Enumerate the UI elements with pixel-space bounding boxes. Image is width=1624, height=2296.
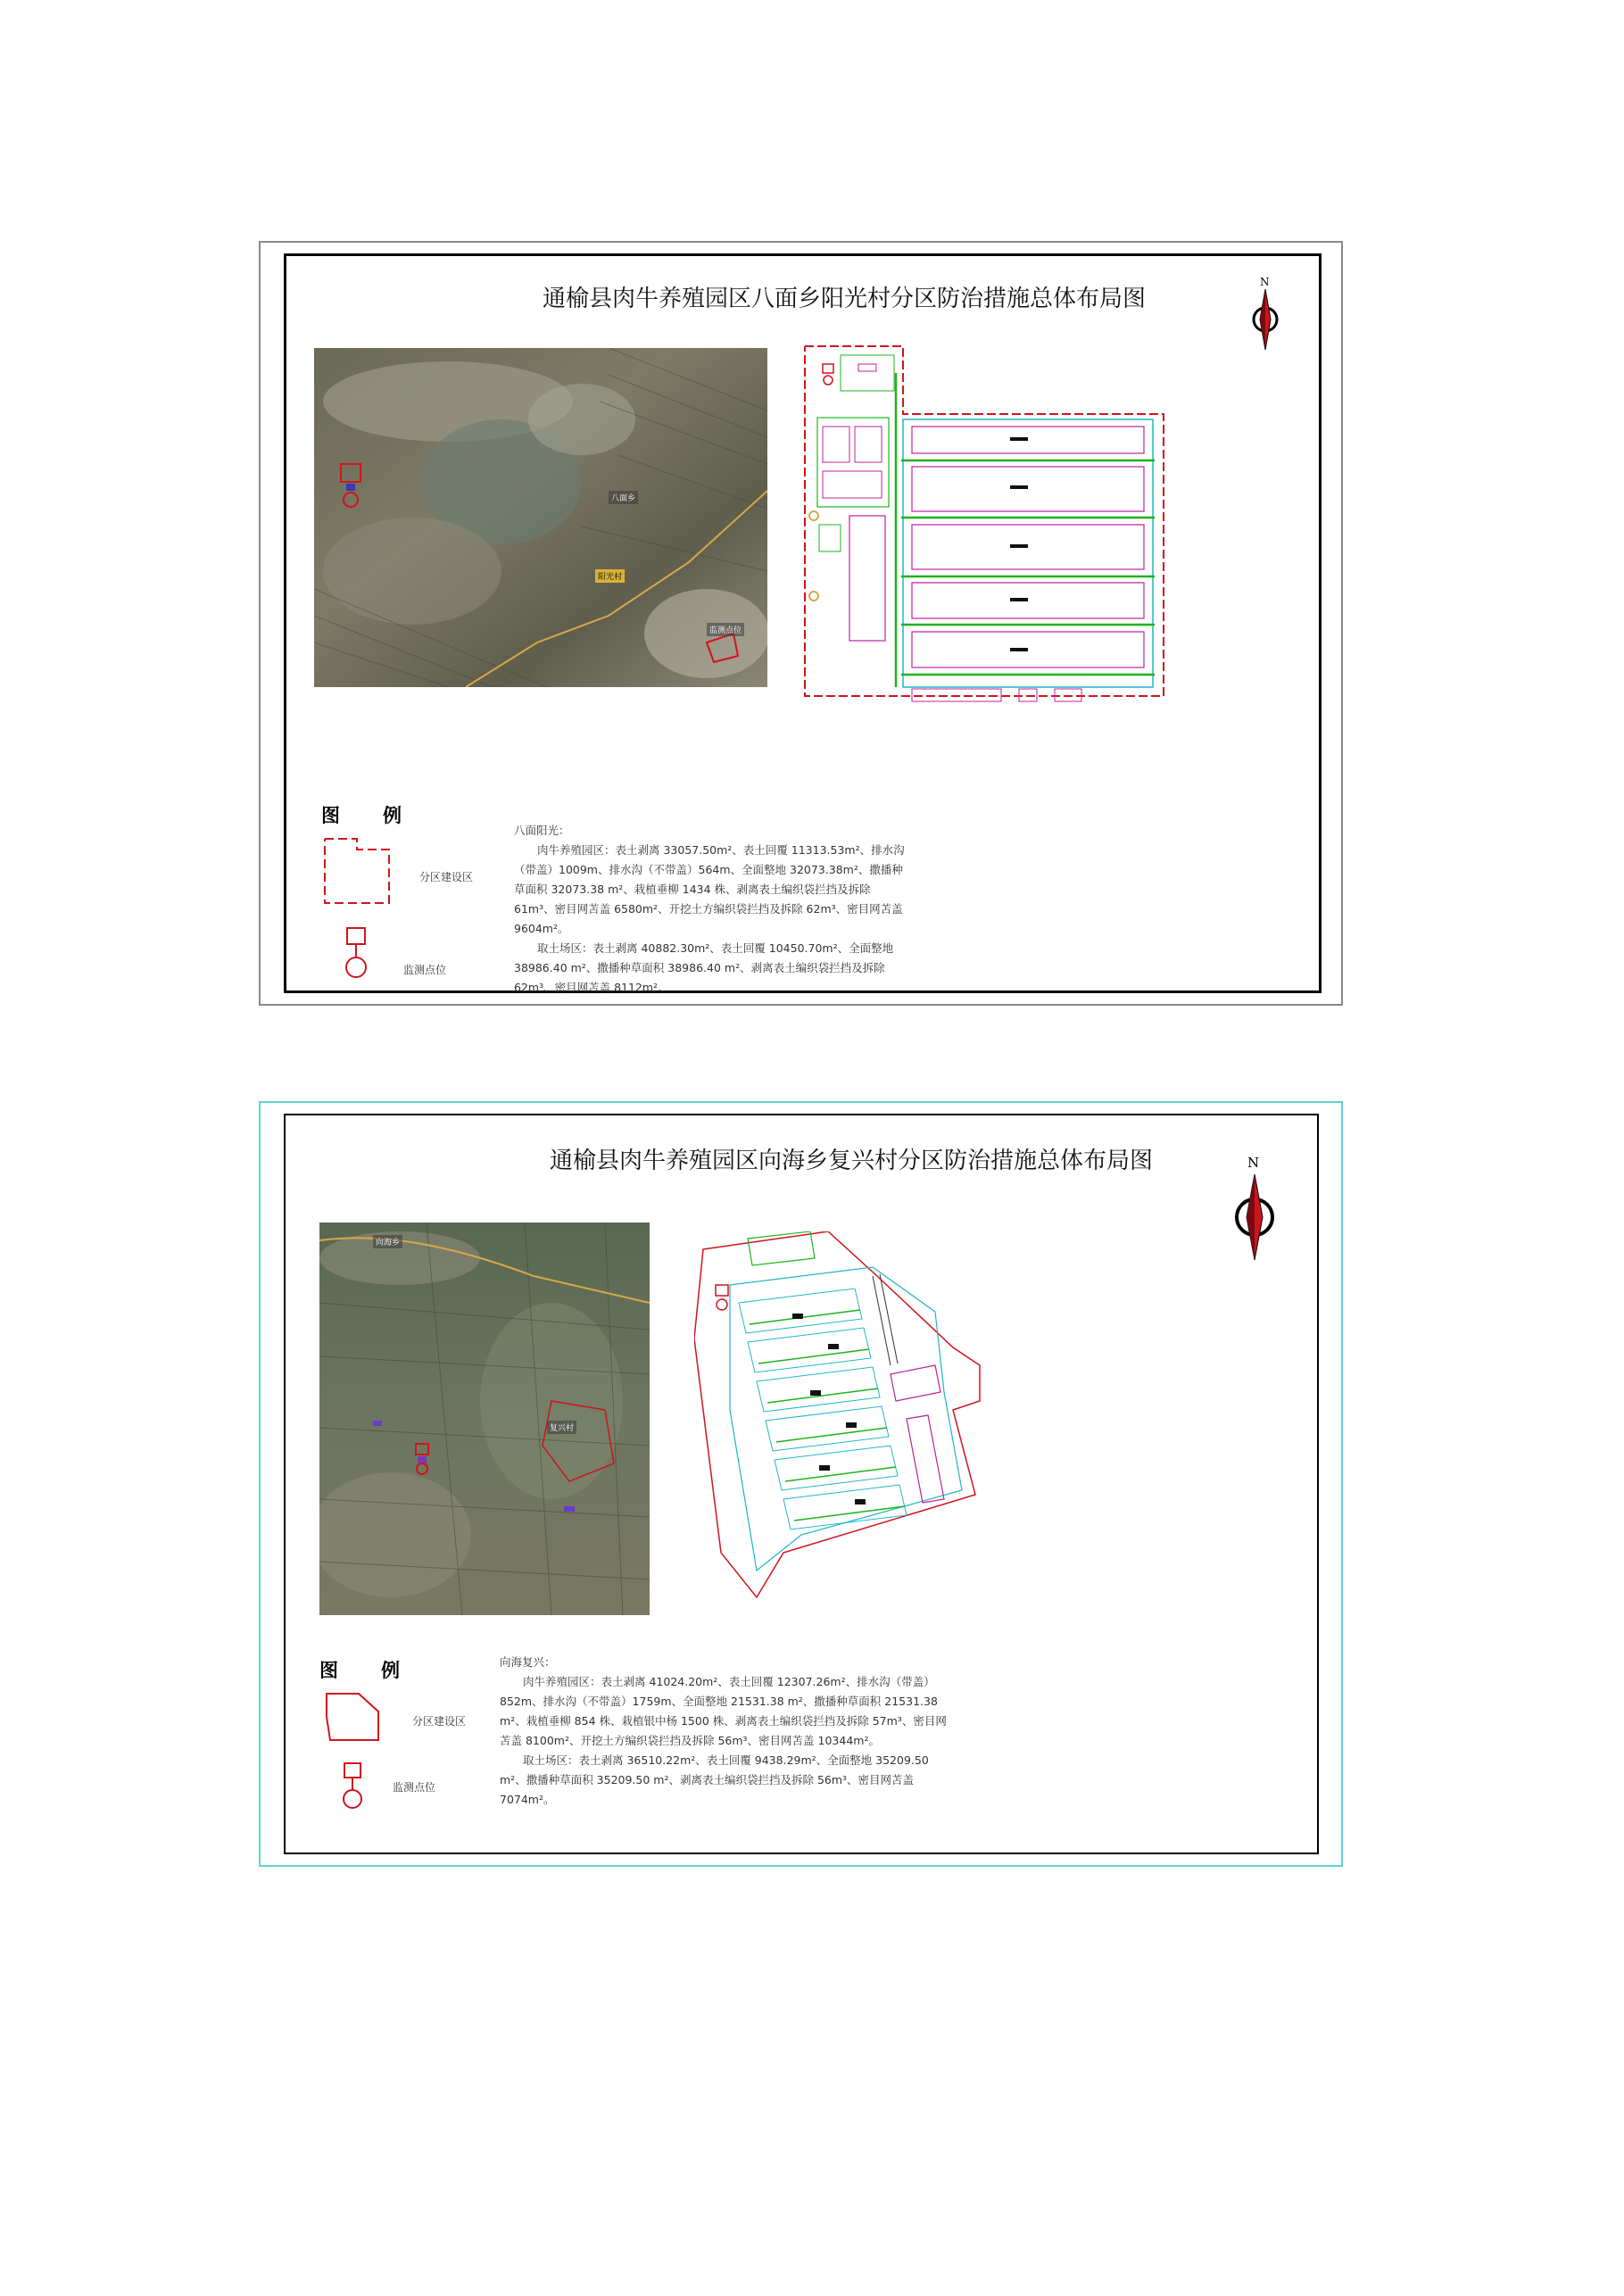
notes-heading: 八面阳光： (514, 824, 570, 837)
map-label-town: 八面乡 (609, 491, 638, 504)
satellite-map (319, 1223, 650, 1615)
legend-label-monitor: 监测点位 (393, 1781, 436, 1794)
satellite-map (314, 348, 767, 687)
notes-heading: 向海复兴： (500, 1655, 556, 1669)
sheet-title: 通榆县肉牛养殖园区向海乡复兴村分区防治措施总体布局图 (550, 1148, 1154, 1174)
legend-boundary-symbol (323, 1690, 385, 1744)
legend-monitor-icon (343, 926, 369, 980)
notes-paragraph-2: 取土场区：表土剥离 36510.22m²、表土回覆 9438.29m²、全面整地 35209.50 m²、撒播种草面积 35209.50 m²、剥离表土编织袋拦挡及拆除 56m³、密目网苫盖 7074m²。 (500, 1753, 929, 1806)
layout-sheet-1 (259, 241, 1343, 1006)
legend-label-boundary: 分区建设区 (419, 871, 474, 883)
north-label: N (1260, 276, 1270, 288)
legend-boundary-symbol (321, 835, 393, 907)
layout-sheet-2 (259, 1101, 1343, 1867)
north-arrow-icon (1228, 1155, 1281, 1262)
notes-paragraph-1: 肉牛养殖园区：表土剥离 41024.20m²、表土回覆 12307.26m²、排水沟（带盖）852m、排水沟（不带盖）1759m、全面整地 21531.38 m²、撒播种草面积 21531.38 m²、栽植垂柳 854 株、栽植银中杨 1500 株、剥离表土编织袋拦挡及拆除 57m³、密目网苫盖 8100m²、开挖土方编织袋拦挡及拆除 56m³、密目网苫盖 10344m²。 (500, 1675, 947, 1747)
map-label-town: 向海乡 (373, 1235, 402, 1248)
site-plan (787, 337, 1206, 703)
north-arrow-icon (1239, 275, 1292, 355)
notes-paragraph-1: 肉牛养殖园区：表土剥离 33057.50m²、表土回覆 11313.53m²、排水沟（带盖）1009m、排水沟（不带盖）564m、全面整地 32073.38m²、撒播种草面积 32073.38 m²、栽植垂柳 1434 株、剥离表土编织袋拦挡及拆除 61m³、密目网苫盖 6580m²、开挖土方编织袋拦挡及拆除 62m³、密目网苫盖 9604m²。 (514, 843, 905, 935)
map-label-village: 复兴村 (547, 1421, 576, 1434)
legend-monitor-icon (339, 1761, 366, 1811)
notes-paragraph-2: 取土场区：表土剥离 40882.30m²、表土回覆 10450.70m²、全面整地 38986.40 m²、撒播种草面积 38986.40 m²、剥离表土编织袋拦挡及拆除 62m³、密目网苫盖 8112m²。 (514, 941, 894, 994)
measures-notes (500, 1653, 953, 1810)
sheet-title: 通榆县肉牛养殖园区八面乡阳光村分区防治措施总体布局图 (543, 286, 1147, 312)
north-label: N (1247, 1155, 1260, 1171)
legend-label-boundary: 分区建设区 (412, 1715, 467, 1728)
map-label-village: 阳光村 (595, 569, 625, 583)
site-plan (694, 1231, 1087, 1606)
map-label-monitor: 监测点位 (707, 623, 744, 636)
legend-title: 图 例 (321, 805, 403, 826)
legend-label-monitor: 监测点位 (403, 964, 447, 976)
measures-notes (514, 821, 907, 998)
legend-title: 图 例 (319, 1660, 402, 1681)
